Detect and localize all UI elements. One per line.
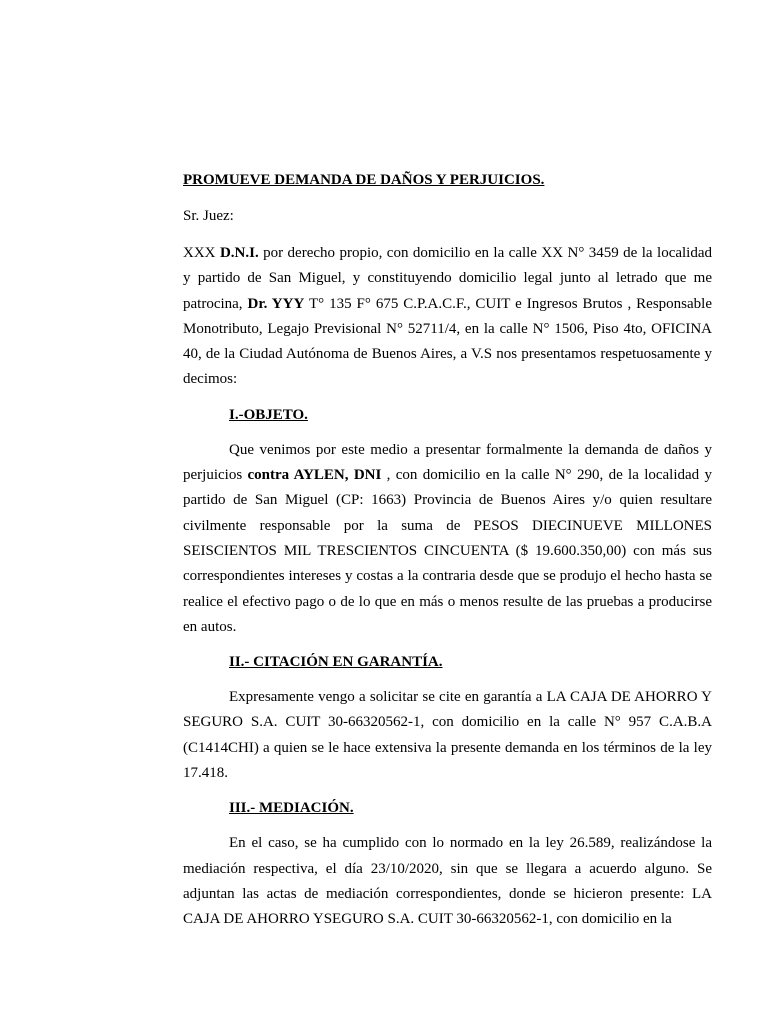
- document-body: [183, 170, 712, 933]
- section-heading-objeto: I.-OBJETO.: [229, 406, 308, 423]
- defendant-name: contra AYLEN, DNI: [247, 467, 382, 484]
- mediacion-paragraph: En el caso, se ha cumplido con lo normado en la ley 26.589, realizándose la mediación respectiva, el día 23/10/2020, sin que se llegara a acuerdo alguno. Se adjuntan las actas de mediación correspondientes, donde se hicieron presente: LA CAJA DE AHORRO YSEGURO S.A. CUIT 30-66320562-1, con domicilio en la: [183, 835, 712, 928]
- document-title: PROMUEVE DEMANDA DE DAÑOS Y PERJUICIOS.: [183, 172, 545, 188]
- section-heading-citacion: II.- CITACIÓN EN GARANTÍA.: [229, 654, 443, 671]
- objeto-text-1: Que venimos por este medio a presentar formalmente la demanda de daños y perjuicios: [183, 441, 712, 484]
- intro-text-3: T° 135 F° 675 C.P.A.C.F., CUIT e Ingresos Brutos , Responsable Monotributo, Legajo Previsional N° 52711/4, en la calle N° 1506, Piso 4to, OFICINA 40, de la Ciudad Autónoma de Buenos Aires, a V.S nos presentamos respetuosamente y decimos:: [183, 295, 712, 388]
- intro-text-2: por derecho propio, con domicilio en la calle XX N° 3459 de la localidad y partido de San Miguel, y constituyendo domicilio legal junto al letrado que me patrocina,: [183, 245, 713, 312]
- objeto-paragraph: [183, 438, 712, 640]
- lawyer-name: Dr. YYY: [247, 295, 305, 312]
- intro-paragraph: [183, 241, 712, 393]
- section-heading-mediacion: III.- MEDIACIÓN.: [229, 800, 354, 817]
- citacion-paragraph: Expresamente vengo a solicitar se cite en garantía a LA CAJA DE AHORRO Y SEGURO S.A. CUIT 30-66320562-1, con domicilio en la calle N° 957 C.A.B.A (C1414CHI) a quien se le hace extensiva la presente demanda en los términos de la ley 17.418.: [183, 689, 712, 782]
- objeto-text-2: , con domicilio en la calle N° 290, de la localidad y partido de San Miguel (CP: 1663) Provincia de Buenos Aires y/o quien resultare civilmente responsable por la suma de PESOS DIECINUEVE MILLONES SEISCIENTOS MIL TRESCIENTOS CINCUENTA ($ 19.600.350,00) con más sus correspondientes intereses y costas a la contraria desde que se produjo el hecho hasta se realice el efectivo pago o de lo que en más o menos resulte de las pruebas a producirse en autos.: [183, 467, 713, 635]
- greeting: Sr. Juez:: [183, 208, 234, 224]
- dni-label: D.N.I.: [219, 245, 259, 261]
- intro-text-1: XXX: [183, 245, 220, 261]
